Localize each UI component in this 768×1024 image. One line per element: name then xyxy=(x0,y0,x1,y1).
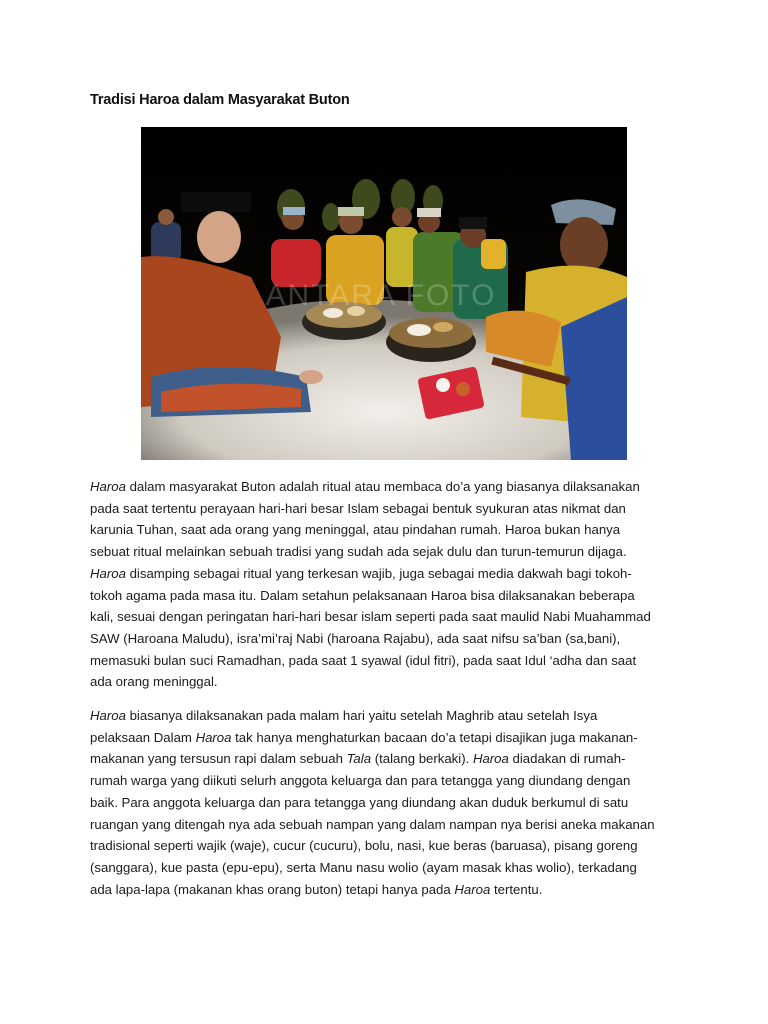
text-segment: kali, sesuai dengan peringatan hari-hari besar islam seperti pada saat maulid Nabi Muahammad xyxy=(90,609,651,625)
haroa-ceremony-photo xyxy=(141,127,627,460)
text-segment: diadakan di rumah- xyxy=(508,751,626,767)
italic-term: Tala xyxy=(346,751,372,767)
text-segment: (talang berkaki). xyxy=(371,751,473,767)
italic-term: Haroa xyxy=(472,751,509,767)
text-line xyxy=(90,519,690,541)
text-line xyxy=(90,650,690,672)
text-segment: tradisional seperti wajik (waje), cucur (cucuru), bolu, nasi, kue beras (baruasa), pisang goreng xyxy=(90,838,638,854)
text-line xyxy=(90,814,690,836)
text-segment: ada lapa-lapa (makanan khas orang buton) tetapi hanya pada xyxy=(90,881,455,897)
italic-term: Haroa xyxy=(90,708,126,723)
text-segment: biasanya dilaksanakan pada malam hari yaitu setelah Maghrib atau setelah Isya xyxy=(125,708,598,723)
text-line xyxy=(90,835,690,857)
text-line xyxy=(90,498,690,520)
italic-term: Haroa xyxy=(454,881,491,897)
italic-term: Haroa xyxy=(90,479,126,494)
text-segment: tertentu. xyxy=(490,881,543,897)
text-line xyxy=(90,792,690,814)
text-segment: baik. Para anggota keluarga dan para tetangga yang diundang akan duduk berkumul di satu xyxy=(90,794,629,810)
text-line xyxy=(90,748,690,770)
text-line xyxy=(90,857,690,879)
text-segment: tak hanya menghaturkan bacaan do’a tetapi disajikan juga makanan- xyxy=(231,729,638,745)
text-segment: memasuki bulan suci Ramadhan, pada saat 1 syawal (idul fitri), pada saat Idul ‘adha dan saat xyxy=(90,652,637,668)
text-segment: sebuat ritual melainkan sebuah tradisi yang sudah ada sejak dulu dan turun-temurun dijaga. xyxy=(90,544,627,560)
photo-watermark: ANTARA FOTO xyxy=(265,279,497,312)
text-segment: SAW (Haroana Maludu), isra’mi’raj Nabi (haroana Rajabu), ada saat nifsu sa’ban (sa,bani), xyxy=(90,630,621,646)
text-segment: makanan yang tersusun rapi dalam sebuah xyxy=(90,751,347,767)
text-line xyxy=(90,671,690,693)
text-segment: ada orang meninggal. xyxy=(90,674,218,690)
italic-term: Haroa xyxy=(90,565,126,581)
text-segment: pada saat tertentu perayaan hari-hari besar Islam sebagai bentuk syukuran atas nikmat dan xyxy=(90,500,626,516)
text-line xyxy=(90,541,690,563)
text-line xyxy=(90,585,690,607)
text-line xyxy=(90,606,690,628)
paragraph-2 xyxy=(90,705,690,900)
text-segment: tokoh agama pada masa itu. Dalam setahun pelaksanaan Haroa bisa dilaksanakan beberapa xyxy=(90,587,635,603)
text-line xyxy=(90,476,690,498)
text-segment: ruangan yang ditengah nya ada sebuah nampan yang dalam nampan nya berisi aneka makanan xyxy=(90,816,655,832)
text-segment: rumah warga yang diikuti selurh anggota keluarga dan para tetangga yang diundang dengan xyxy=(90,773,631,789)
text-segment: karunia Tuhan, saat ada orang yang meninggal, atau pindahan rumah. Haroa bukan hanya xyxy=(90,522,621,538)
photo-illustration xyxy=(141,127,627,460)
text-segment: (sanggara), kue pasta (epu-epu), serta Manu nasu wolio (ayam masak khas wolio), terkadang xyxy=(90,859,637,875)
text-line xyxy=(90,727,690,749)
text-segment: disamping sebagai ritual yang terkesan wajib, juga sebagai media dakwah bagi tokoh- xyxy=(125,565,632,581)
document-title: Tradisi Haroa dalam Masyarakat Buton xyxy=(90,92,350,108)
paragraph-1 xyxy=(90,476,690,693)
text-line xyxy=(90,770,690,792)
text-line xyxy=(90,705,690,727)
text-segment: pelaksaan Dalam xyxy=(90,729,196,745)
text-line xyxy=(90,563,690,585)
text-line xyxy=(90,879,690,901)
text-segment: dalam masyarakat Buton adalah ritual atau membaca do’a yang biasanya dilaksanakan xyxy=(125,479,640,494)
italic-term: Haroa xyxy=(195,729,232,745)
text-line xyxy=(90,628,690,650)
